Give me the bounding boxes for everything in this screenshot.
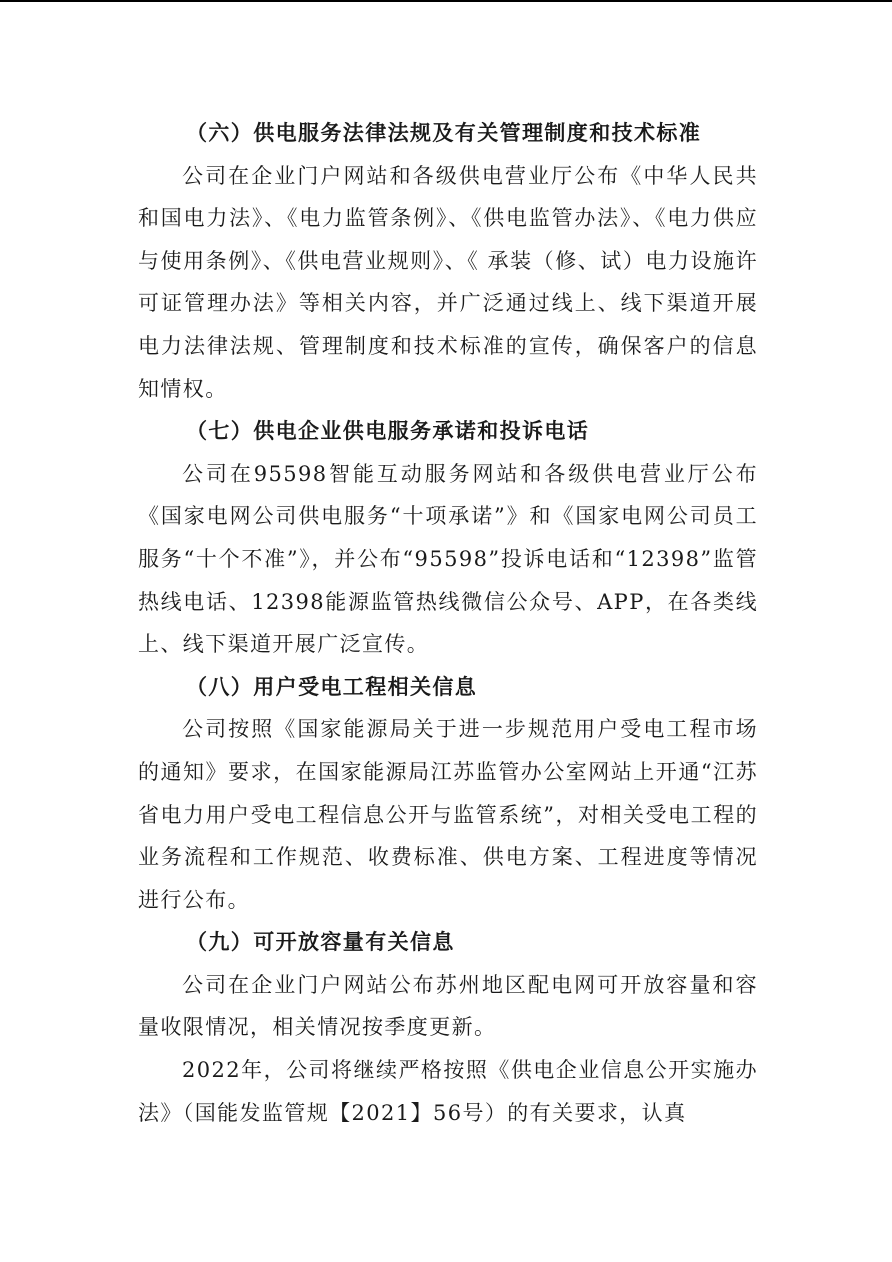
closing-paragraph: 2022年，公司将继续严格按照《供电企业信息公开实施办法》（国能发监管规【2021】56号）的有关要求，认真	[138, 1058, 758, 1125]
section-body-6: 公司在企业门户网站和各级供电营业厅公布《中华人民共和国电力法》、《电力监管条例》、《供电监管办法》、《电力供应与使用条例》、《供电营业规则》、《 承装（修、试）电力设施许可证管理办法》等相关内容，并广泛通过线上、线下渠道开展电力法律法规、管理制度和技术标准的宣传，确保客户的信息知情权。	[138, 163, 758, 401]
section-heading-8: （八）用户受电工程相关信息	[186, 674, 478, 699]
section-heading-6: （六）供电服务法律法规及有关管理制度和技术标准	[186, 121, 702, 145]
section-body-7: 公司在95598智能互动服务网站和各级供电营业厅公布《国家电网公司供电服务“十项承诺”》和《国家电网公司员工服务“十个不准”》，并公布“95598”投诉电话和“12398”监管热线电话、12398能源监管热线微信公众号、APP，在各类线上、线下渠道开展广泛宣传。	[138, 461, 758, 657]
section-heading-7: （七）供电企业供电服务承诺和投诉电话	[186, 419, 590, 444]
section-body-9: 公司在企业门户网站公布苏州地区配电网可开放容量和容量收限情况，相关情况按季度更新。	[138, 972, 758, 1040]
document-body	[138, 112, 758, 1134]
section-heading-9: （九）可开放容量有关信息	[186, 930, 455, 955]
section-body-8: 公司按照《国家能源局关于进一步规范用户受电工程市场的通知》要求，在国家能源局江苏监管办公室网站上开通“江苏省电力用户受电工程信息公开与监管系统”，对相关受电工程的业务流程和工作规范、收费标准、供电方案、工程进度等情况进行公布。	[138, 717, 758, 912]
